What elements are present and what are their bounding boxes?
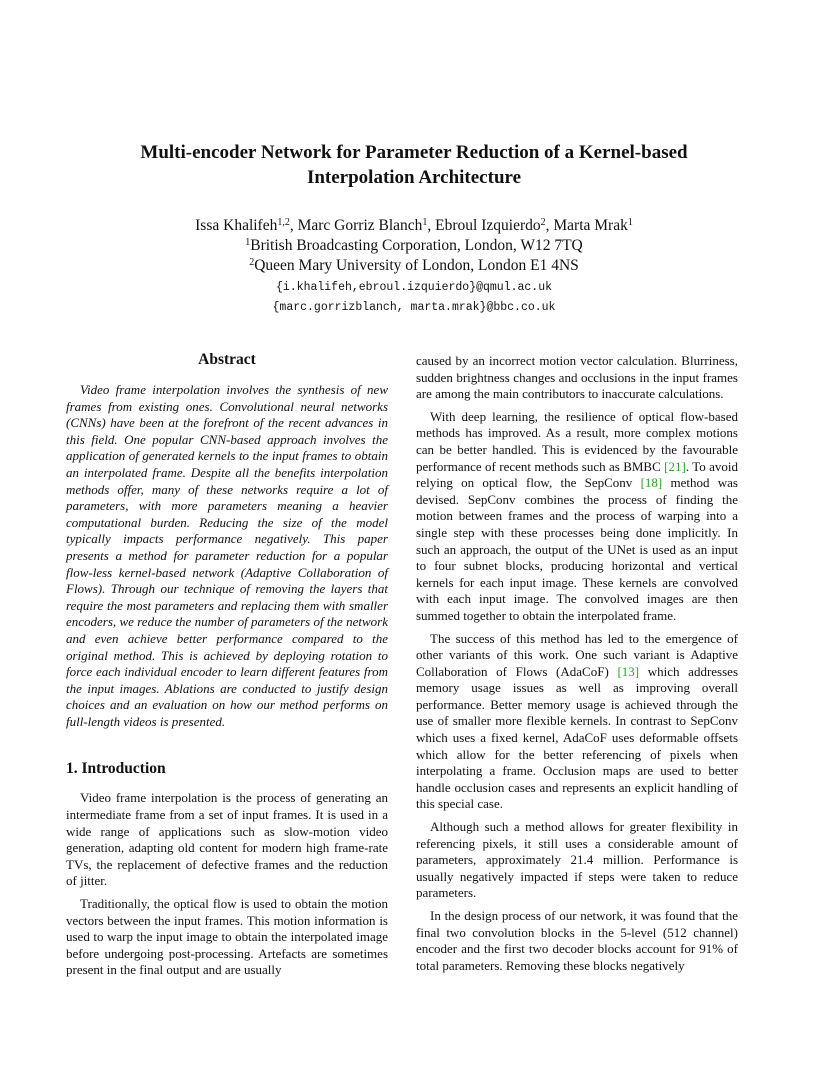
affiliation-1: $^1$British Broadcasting Corporation, London, W12 7TQ [245,237,583,254]
abstract-text: Video frame interpolation involves the synthesis of new frames from existing ones. Convolutional neural networks (CNNs) have been at the forefront of the recent advances in this field. One popular CNN-based approach involves the application of generated kernels to the input frames to obtain an interpolated frame. Despite all the benefits interpolation methods offer, many of these networks require a lot of parameters, with more parameters meaning a heavier computational burden. Reducing the size of the model typically impacts performance negatively. This paper presents a method for parameter reduction for a popular flow-less kernel-based network (Adaptive Collaboration of Flows). Through our technique of removing the layers that require the most parameters and replacing them with smaller encoders, we reduce the number of parameters of the network and even achieve better performance compared to the original method. This is achieved by deploying rotation to force each individual encoder to learn different features from the input images. Ablations are conducted to justify design choices and an evaluation on how our method performs on full-length videos is presented. [66,382,388,729]
right-paragraph-continued: caused by an incorrect motion vector calculation. Blurriness, sudden brightness changes and occlusions in the input frames are among the main contributors to inaccurate calculations. [416,353,738,402]
author-list [96,216,732,236]
email-line-1: {i.khalifeh,ebroul.izquierdo}@qmul.ac.uk [275,281,553,294]
citation-link[interactable]: [13] [617,663,640,679]
left-column [66,350,388,985]
right-column [416,353,738,980]
author: Marc Gorriz Blanch$^1$, [297,217,436,234]
author: Ebroul Izquierdo$^2$, [435,217,554,234]
paper-title [96,140,732,190]
citation-link[interactable]: [18] [640,475,663,491]
email-line-2: {marc.gorrizblanch, marta.mrak}@bbc.co.uk [272,301,556,314]
abstract-heading: Abstract [198,351,256,368]
author: Issa Khalifeh$^{1,2}$, [195,217,298,234]
author-block [96,216,732,276]
right-paragraph-deep-learning: With deep learning, the resilience of optical flow-based methods has improved. As a result, more complex motions can be better handled. This is evidenced by the favourable performance of recent methods such as BMBC [21]. To avoid relying on optical flow, the SepConv [18] method was devised. SepConv combines the process of finding the motion between frames and the process of warping into a single step with these processes being done implicitly. In such an approach, the output of the UNet is used as an input to four subnet blocks, producing horizontal and vertical kernels for each input image. These kernels are convolved with each input image. The convolved images are then summed together to obtain the interpolated frame. [416,408,739,623]
affiliation-2: $^2$Queen Mary University of London, London E1 4NS [249,257,579,274]
author: Marta Mrak$^1$ [553,217,633,234]
email-block [96,278,732,318]
intro-paragraph-2: Traditionally, the optical flow is used to obtain the motion vectors between the input frames. This motion information is used to warp the input image to obtain the interpolated image before undergoing post-processing. Artefacts are sometimes present in the final output and are usually [66,896,388,978]
intro-paragraph-1: Video frame interpolation is the process of generating an intermediate frame from a set of input frames. It is used in a wide range of applications such as slow-motion video generation, adapting old content for modern high frame-rate TVs, the replacement of defective frames and the reduction of jitter. [66,790,388,889]
right-paragraph-parameters: Although such a method allows for greater flexibility in referencing pixels, it still uses a considerable amount of parameters, approximately 21.4 million. Performance is usually negatively impacted if steps were taken to reduce parameters. [416,819,738,901]
right-paragraph-design: In the design process of our network, it was found that the final two convolution blocks in the 5-level (512 channel) encoder and the first two decoder blocks account for 91% of total parameters. Removing these blocks negatively [416,908,738,973]
title-line-1: Multi-encoder Network for Parameter Reduction of a Kernel-based [140,142,688,163]
introduction-heading: 1. Introduction [66,760,166,778]
right-paragraph-adacof: The success of this method has led to the emergence of other variants of this work. One such variant is Adaptive Collaboration of Flows (AdaCoF) [13] which addresses memory usage issues as well as improving overall performance. Better memory usage is achieved through the use of smaller more flexible kernels. In contrast to SepConv which uses a fixed kernel, AdaCoF uses deformable offsets which allow for the better referencing of pixels when interpolating a frame. Occlusion maps are used to better handle occlusion cases and represents an explicit handling of this special case. [416,630,738,812]
title-line-2: Interpolation Architecture [306,167,522,188]
citation-link[interactable]: [21] [664,458,686,474]
